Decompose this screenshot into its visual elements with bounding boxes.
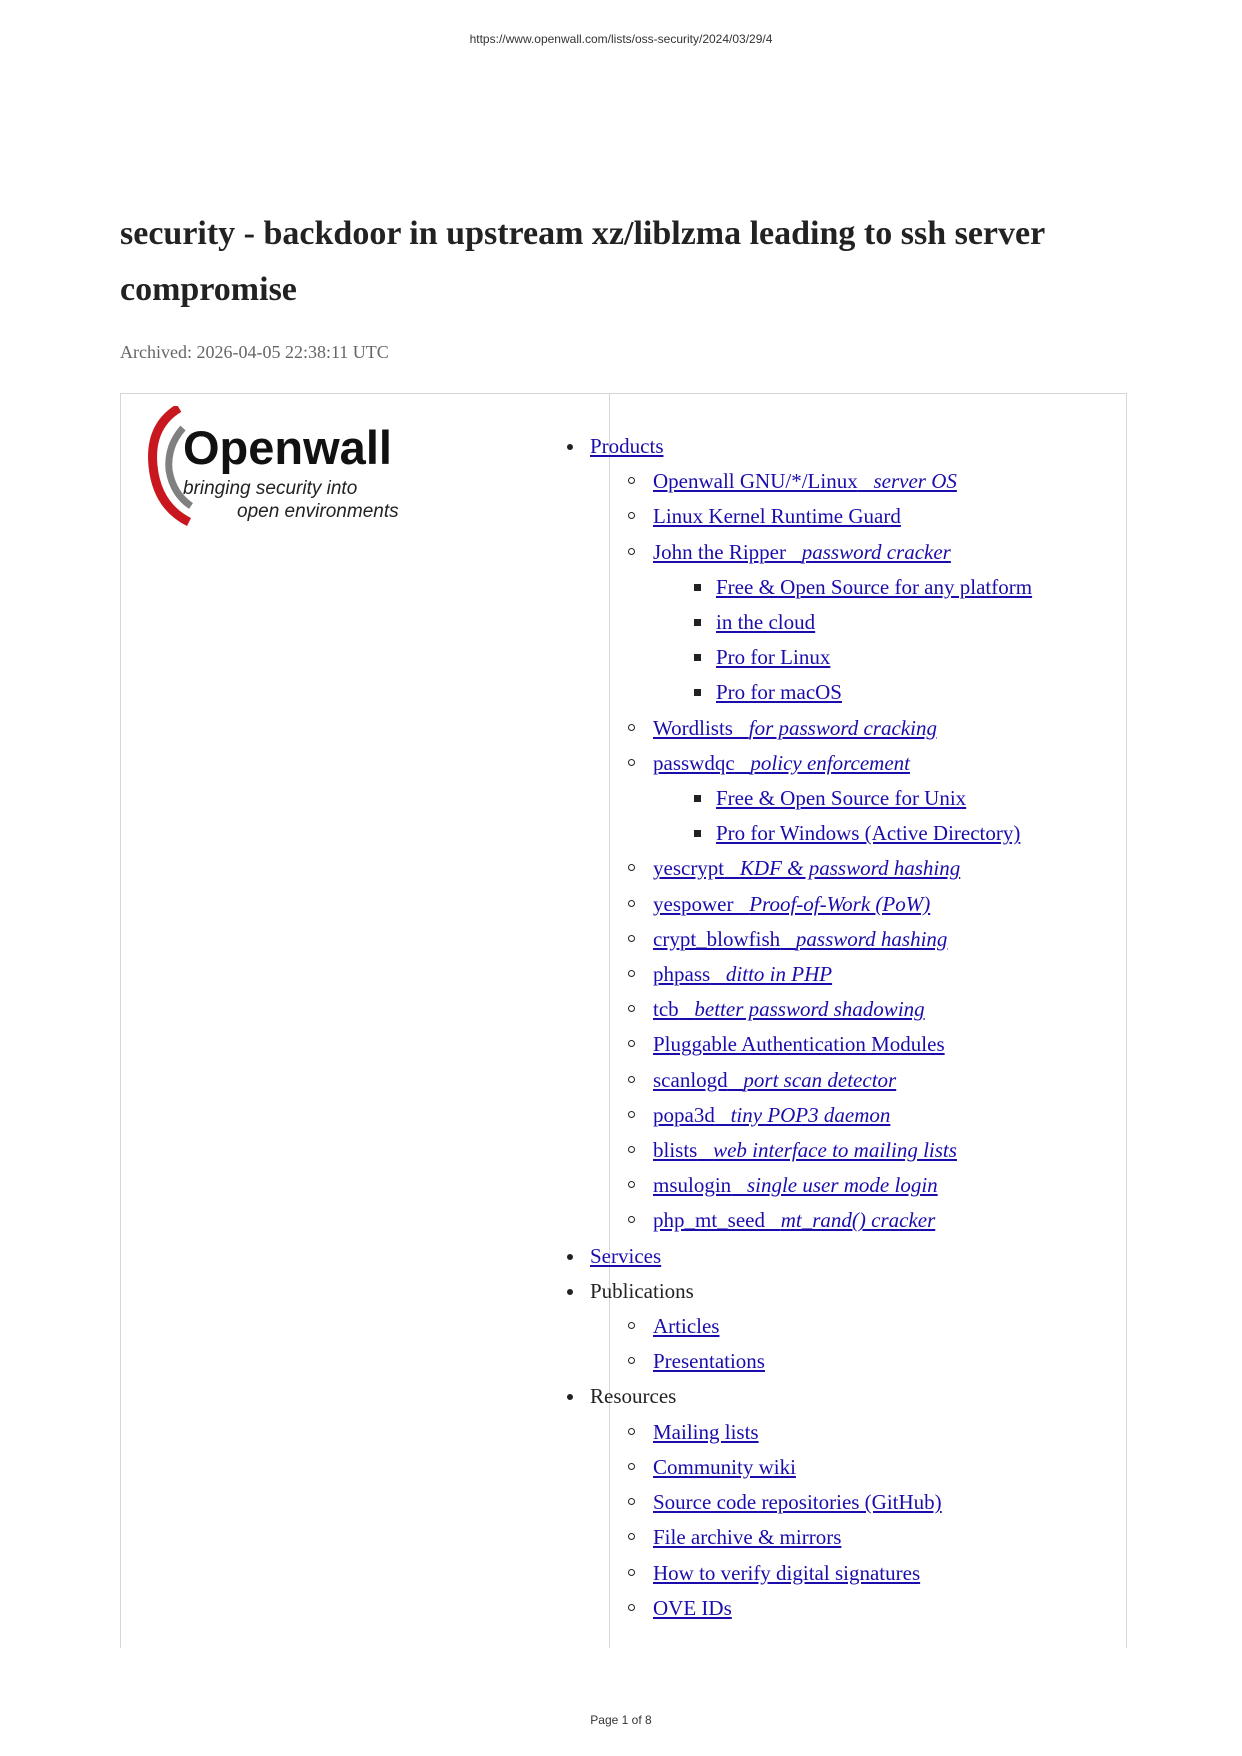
nav-item-publications	[547, 1274, 1117, 1380]
logo-wordmark: Openwall	[183, 421, 392, 474]
sub-item	[653, 781, 1117, 816]
resource-item	[590, 1415, 1117, 1450]
product-link-php-mt-seed[interactable]: php_mt_seed mt_rand() cracker	[653, 1208, 936, 1233]
product-link-lkrg[interactable]: Linux Kernel Runtime Guard	[653, 504, 901, 529]
nav-item-products	[547, 429, 1117, 1239]
nav-heading-resources: Resources	[590, 1384, 677, 1409]
resource-link-mailing-lists[interactable]: Mailing lists	[653, 1419, 759, 1444]
product-item	[590, 1027, 1117, 1062]
product-item	[590, 1133, 1117, 1168]
sub-item	[653, 640, 1117, 675]
passwdqc-sub-list	[653, 781, 1117, 851]
john-link-pro-macos[interactable]: Pro for macOS	[716, 680, 842, 705]
openwall-logo[interactable]	[139, 406, 419, 526]
publications-list	[590, 1309, 1117, 1379]
resource-link-file-archive[interactable]: File archive & mirrors	[653, 1525, 842, 1550]
nav-top-list	[547, 429, 1117, 1626]
product-link-popa3d[interactable]: popa3d tiny POP3 daemon	[653, 1102, 891, 1127]
product-link-phpass[interactable]: phpass ditto in PHP	[653, 962, 833, 987]
product-link-passwdqc[interactable]: passwdqc policy enforcement	[653, 750, 910, 775]
products-list	[590, 464, 1117, 1238]
product-item	[590, 922, 1117, 957]
resource-item	[590, 1556, 1117, 1591]
product-item	[590, 851, 1117, 886]
product-link-scanlogd[interactable]: scanlogd port scan detector	[653, 1067, 897, 1092]
nav-link-products[interactable]: Products	[590, 434, 664, 458]
page-url-header: https://www.openwall.com/lists/oss-security/2024/03/29/4	[469, 32, 773, 46]
product-link-wordlists[interactable]: Wordlists for password cracking	[653, 715, 937, 740]
product-item	[590, 992, 1117, 1027]
publication-link-presentations[interactable]: Presentations	[653, 1349, 765, 1374]
sub-item	[653, 570, 1117, 605]
logo-tagline-2: open environments	[237, 501, 399, 522]
product-link-tcb[interactable]: tcb better password shadowing	[653, 997, 925, 1022]
publication-item	[590, 1344, 1117, 1379]
resource-link-community-wiki[interactable]: Community wiki	[653, 1454, 796, 1479]
product-link-john-the-ripper[interactable]: John the Ripper password cracker	[653, 539, 951, 564]
resource-item	[590, 1591, 1117, 1626]
product-link-openwall-linux[interactable]: Openwall GNU/*/Linux server OS	[653, 469, 957, 494]
product-link-msulogin[interactable]: msulogin single user mode login	[653, 1173, 938, 1198]
resource-item	[590, 1450, 1117, 1485]
resource-item	[590, 1485, 1117, 1520]
john-link-cloud[interactable]: in the cloud	[716, 610, 816, 635]
product-link-pam[interactable]: Pluggable Authentication Modules	[653, 1032, 945, 1057]
resources-list	[590, 1415, 1117, 1626]
product-link-blists[interactable]: blists web interface to mailing lists	[653, 1138, 957, 1163]
resource-link-ove-ids[interactable]: OVE IDs	[653, 1595, 732, 1620]
archived-timestamp: Archived: 2026-04-05 22:38:11 UTC	[120, 342, 389, 362]
nav-heading-publications: Publications	[590, 1278, 694, 1303]
product-item	[590, 711, 1117, 746]
product-item	[590, 1168, 1117, 1203]
logo-tagline-1: bringing security into	[183, 478, 358, 499]
nav-item-services	[547, 1239, 1117, 1274]
john-link-free[interactable]: Free & Open Source for any platform	[716, 574, 1033, 599]
product-item	[590, 1063, 1117, 1098]
publication-item	[590, 1309, 1117, 1344]
passwdqc-link-unix[interactable]: Free & Open Source for Unix	[716, 786, 967, 811]
resource-link-github[interactable]: Source code repositories (GitHub)	[653, 1490, 942, 1515]
product-item	[590, 464, 1117, 499]
product-item	[590, 1203, 1117, 1238]
product-item	[590, 957, 1117, 992]
passwdqc-link-windows[interactable]: Pro for Windows (Active Directory)	[716, 821, 1021, 846]
content-frame	[120, 393, 1127, 1648]
john-link-pro-linux[interactable]: Pro for Linux	[716, 645, 831, 670]
resource-item	[590, 1520, 1117, 1555]
sub-item	[653, 605, 1117, 640]
product-item	[590, 1098, 1117, 1133]
resource-link-verify-signatures[interactable]: How to verify digital signatures	[653, 1560, 921, 1585]
product-link-yescrypt[interactable]: yescrypt KDF & password hashing	[653, 856, 961, 881]
product-link-crypt-blowfish[interactable]: crypt_blowfish password hashing	[653, 926, 948, 951]
nav-link-services[interactable]: Services	[590, 1243, 662, 1268]
site-navigation	[547, 429, 1117, 1626]
product-item	[590, 535, 1117, 711]
product-item	[590, 887, 1117, 922]
page-title: security - backdoor in upstream xz/liblzma leading to ssh server compromise	[120, 215, 1045, 308]
sub-item	[653, 816, 1117, 851]
john-sub-list	[653, 570, 1117, 711]
publication-link-articles[interactable]: Articles	[653, 1314, 720, 1339]
sub-item	[653, 675, 1117, 710]
product-item	[590, 746, 1117, 852]
nav-item-resources	[547, 1379, 1117, 1625]
page-number-footer: Page 1 of 8	[590, 1713, 652, 1727]
product-link-yespower[interactable]: yespower Proof-of-Work (PoW)	[653, 891, 931, 916]
product-item	[590, 499, 1117, 534]
